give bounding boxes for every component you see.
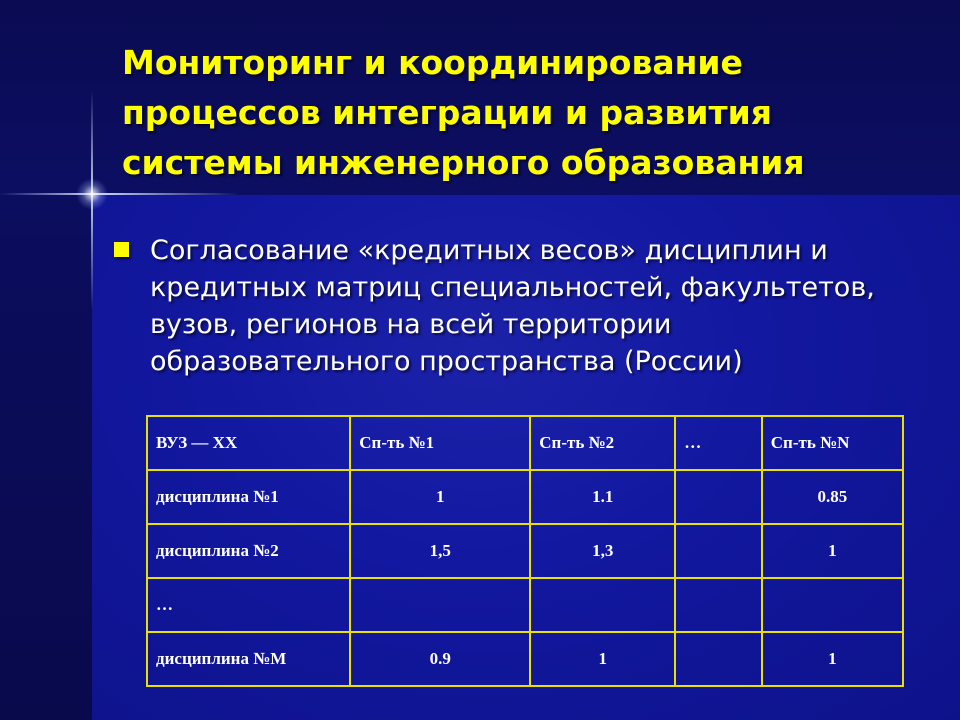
row-label: … bbox=[147, 578, 350, 632]
table-row bbox=[147, 578, 903, 632]
bullet-line-4: образовательного пространства (России) bbox=[150, 346, 743, 377]
header-cell-university: ВУЗ — ХХ bbox=[147, 416, 350, 470]
table-cell bbox=[675, 470, 761, 524]
header-cell-spec-2: Сп-ть №2 bbox=[530, 416, 675, 470]
bullet-line-2: кредитных матриц специальностей, факультетов, bbox=[150, 272, 875, 303]
table-cell: 1 bbox=[762, 632, 903, 686]
table-cell bbox=[675, 578, 761, 632]
light-flare-glow bbox=[76, 178, 108, 210]
table-cell: 1 bbox=[350, 470, 530, 524]
header-cell-ellipsis: … bbox=[675, 416, 761, 470]
table-row bbox=[147, 470, 903, 524]
table-cell bbox=[762, 578, 903, 632]
table-cell bbox=[530, 578, 675, 632]
title-line-3: системы инженерного образования bbox=[122, 143, 805, 182]
slide-title bbox=[122, 38, 942, 188]
table-row bbox=[147, 524, 903, 578]
credit-weights-table bbox=[146, 415, 904, 687]
table-cell: 1 bbox=[762, 524, 903, 578]
table-row bbox=[147, 632, 903, 686]
table-cell bbox=[675, 632, 761, 686]
table-cell: 0.85 bbox=[762, 470, 903, 524]
bullet-line-3: вузов, регионов на всей территории bbox=[150, 309, 672, 340]
table-cell: 1.1 bbox=[530, 470, 675, 524]
title-line-2: процессов интеграции и развития bbox=[122, 93, 772, 132]
table-cell: 0.9 bbox=[350, 632, 530, 686]
table-cell: 1 bbox=[530, 632, 675, 686]
left-band-background bbox=[0, 195, 92, 720]
title-line-1: Мониторинг и координирование bbox=[122, 43, 743, 82]
table-header-row bbox=[147, 416, 903, 470]
header-cell-spec-n: Сп-ть №N bbox=[762, 416, 903, 470]
table-cell bbox=[675, 524, 761, 578]
header-cell-spec-1: Сп-ть №1 bbox=[350, 416, 530, 470]
table-cell: 1,3 bbox=[530, 524, 675, 578]
bullet-line-1: Согласование «кредитных весов» дисциплин и bbox=[150, 235, 828, 266]
square-bullet-icon bbox=[114, 242, 129, 257]
light-flare-horizontal bbox=[0, 193, 240, 195]
row-label: дисциплина №1 bbox=[147, 470, 350, 524]
row-label: дисциплина №М bbox=[147, 632, 350, 686]
table-cell bbox=[350, 578, 530, 632]
table-cell: 1,5 bbox=[350, 524, 530, 578]
bullet-text bbox=[150, 232, 912, 380]
row-label: дисциплина №2 bbox=[147, 524, 350, 578]
